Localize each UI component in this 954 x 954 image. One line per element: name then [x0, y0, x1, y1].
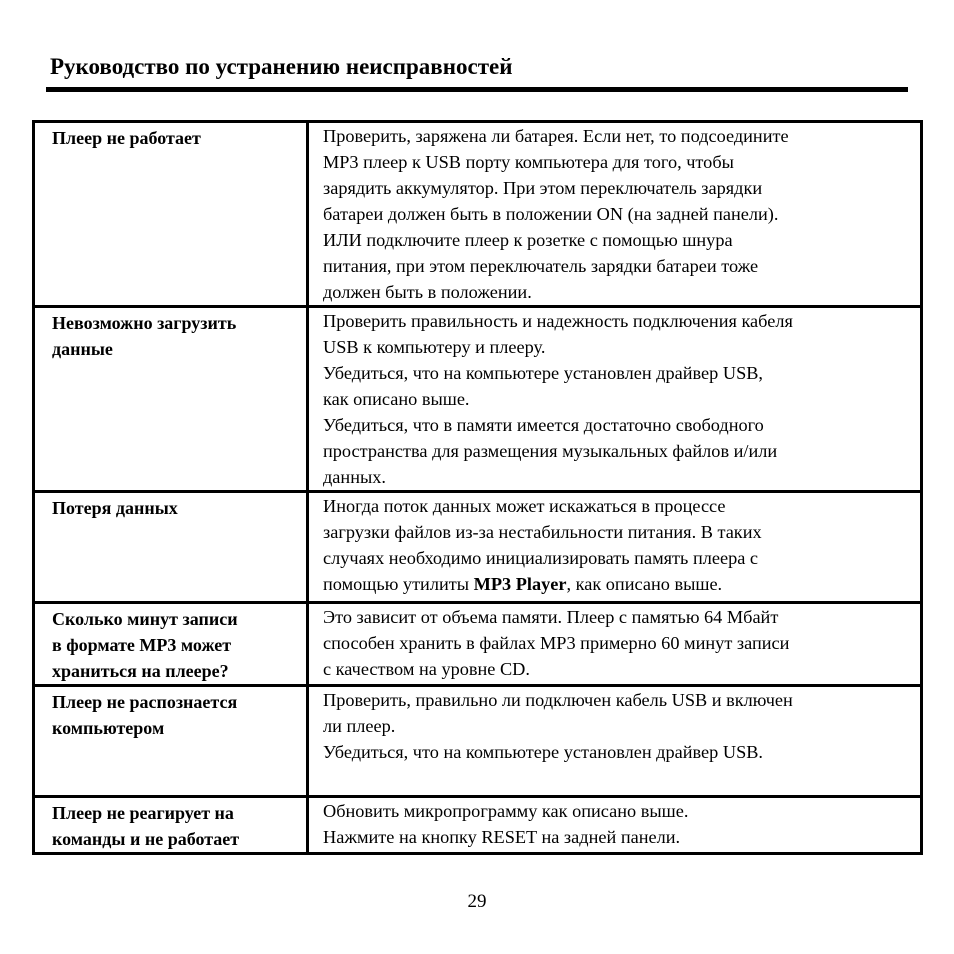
solution-text: случаях необходимо инициализировать память плеера с [323, 548, 759, 568]
table-row [34, 686, 922, 797]
problem-text: Плеер не распознается [52, 692, 238, 712]
solution-line [323, 824, 916, 850]
problem-text: храниться на плеере? [52, 661, 229, 681]
solution-text: с качеством на уровне CD. [323, 659, 530, 679]
table-row [34, 603, 922, 686]
solution-text: как описано выше. [323, 389, 470, 409]
table-row [34, 797, 922, 854]
problem-text: компьютером [52, 718, 165, 738]
solution-text: , как описано выше. [566, 574, 723, 594]
solution-text: питания, при этом переключатель зарядки батареи тоже [323, 256, 759, 276]
solution-text: MP3 плеер к USB порту компьютера для того, чтобы [323, 152, 734, 172]
solution-line [323, 739, 916, 765]
solution-line [323, 464, 916, 490]
solution-text: помощью утилиты [323, 574, 474, 594]
problem-text: Сколько минут записи [52, 609, 238, 629]
solution-cell [308, 603, 922, 686]
solution-text: пространства для размещения музыкальных файлов и/или [323, 441, 778, 461]
solution-line [323, 656, 916, 682]
solution-text: Убедиться, что в памяти имеется достаточно свободного [323, 415, 764, 435]
solution-text: зарядить аккумулятор. При этом переключатель зарядки [323, 178, 763, 198]
solution-text: Убедиться, что на компьютере установлен драйвер USB, [323, 363, 764, 383]
solution-text: ИЛИ подключите плеер к розетке с помощью шнура [323, 230, 733, 250]
solution-line [323, 687, 916, 713]
solution-line [323, 334, 916, 360]
problem-text: в формате MP3 может [52, 635, 232, 655]
solution-text: должен быть в положении. [323, 282, 532, 302]
problem-cell [34, 686, 308, 797]
solution-line [323, 438, 916, 464]
solution-line [323, 308, 916, 334]
solution-line [323, 253, 916, 279]
solution-text: батареи должен быть в положении ON (на задней панели). [323, 204, 779, 224]
solution-line [323, 630, 916, 656]
solution-text: Это зависит от объема памяти. Плеер с памятью 64 Мбайт [323, 607, 779, 627]
solution-text: Убедиться, что на компьютере установлен драйвер USB. [323, 742, 764, 762]
solution-line [323, 123, 916, 149]
solution-cell [308, 492, 922, 603]
problem-text: Невозможно загрузить [52, 313, 237, 333]
solution-line [323, 519, 916, 545]
solution-line [323, 201, 916, 227]
solution-line [323, 386, 916, 412]
problem-cell [34, 307, 308, 492]
solution-line [323, 713, 916, 739]
solution-cell [308, 686, 922, 797]
table-row [34, 492, 922, 603]
solution-line [323, 227, 916, 253]
troubleshooting-table [32, 120, 923, 855]
solution-text: ли плеер. [323, 716, 396, 736]
solution-emphasis: MP3 Player [473, 574, 567, 594]
table-row [34, 122, 922, 307]
solution-text: Иногда поток данных может искажаться в процессе [323, 496, 726, 516]
solution-text: Проверить, заряжена ли батарея. Если нет, то подсоедините [323, 126, 789, 146]
problem-text: Потеря данных [52, 498, 178, 518]
solution-text: данных. [323, 467, 386, 487]
problem-cell [34, 603, 308, 686]
problem-cell [34, 122, 308, 307]
problem-text: данные [52, 339, 113, 359]
problem-text: команды и не работает [52, 829, 240, 849]
solution-line [323, 798, 916, 824]
troubleshooting-table-body [34, 122, 922, 854]
solution-line [323, 175, 916, 201]
solution-line [323, 545, 916, 571]
problem-text: Плеер не реагирует на [52, 803, 234, 823]
solution-text: USB к компьютеру и плееру. [323, 337, 546, 357]
problem-text: Плеер не работает [52, 128, 201, 148]
problem-cell [34, 492, 308, 603]
table-row [34, 307, 922, 492]
solution-cell [308, 122, 922, 307]
solution-line [323, 412, 916, 438]
solution-cell [308, 797, 922, 854]
solution-text: Обновить микропрограмму как описано выше. [323, 801, 689, 821]
solution-text: Проверить, правильно ли подключен кабель USB и включен [323, 690, 793, 710]
solution-cell [308, 307, 922, 492]
page-number: 29 [467, 891, 487, 912]
solution-text: Нажмите на кнопку RESET на задней панели. [323, 827, 681, 847]
solution-line [323, 604, 916, 630]
solution-text: Проверить правильность и надежность подключения кабеля [323, 311, 793, 331]
page-title: Руководство по устранению неисправностей [50, 54, 513, 79]
solution-line [323, 149, 916, 175]
problem-cell [34, 797, 308, 854]
solution-line [323, 279, 916, 305]
solution-line [323, 360, 916, 386]
solution-text: загрузки файлов из-за нестабильности питания. В таких [323, 522, 762, 542]
solution-text: способен хранить в файлах MP3 примерно 60 минут записи [323, 633, 790, 653]
solution-line [323, 571, 916, 597]
solution-line [323, 493, 916, 519]
title-underline [46, 87, 908, 92]
